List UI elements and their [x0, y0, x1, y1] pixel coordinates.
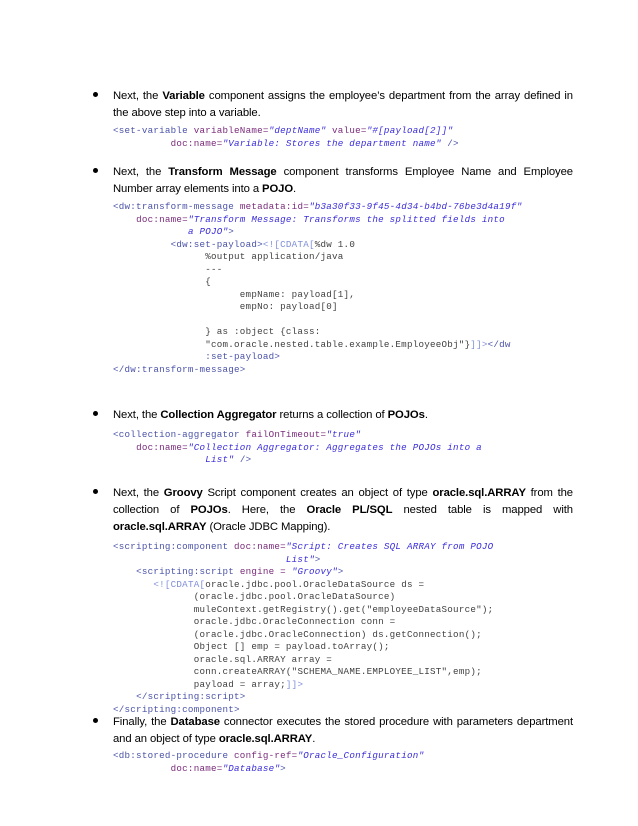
bullet-item-groovy — [93, 485, 573, 536]
paragraph: Next, the Groovy Script component creates an object of type oracle.sql.ARRAY from the collection of POJOs. Here, the Oracle PL/SQL nested table is mapped with oracle.sql.ARRAY (Oracle JDBC Mapping). — [113, 487, 573, 533]
code-block-scripting-component: <scripting:component doc:name="Script: Creates SQL ARRAY from POJO List"> <scripting:script engine = "Groovy"> <![CDATA[oracle.jdbc.pool.OracleDataSource ds = (oracle.jdbc.pool.OracleDataSource) muleContext.getRegistry().get("employeeDataSource"); oracle.jdbc.OracleConnection conn = (oracle.jdbc.OracleConnection) ds.getConnection(); Object [] emp = payload.toArray(); oracle.sql.ARRAY array = conn.createARRAY("SCHEMA_NAME.EMPLOYEE_LIST",emp); payload = array;]]> </scripting:script> </scripting:component> — [113, 541, 494, 715]
paragraph: Next, the Transform Message component transforms Employee Name and Employee Number array elements into a POJO. — [113, 166, 573, 195]
bullet-icon — [93, 489, 98, 494]
bullet-item-variable — [93, 88, 573, 122]
bullet-icon — [93, 92, 98, 97]
paragraph: Finally, the Database connector executes the stored procedure with parameters department and an object of type oracle.sql.ARRAY. — [113, 716, 573, 745]
code-block-transform-message: <dw:transform-message metadata:id="b3a30f33-9f45-4d34-b4bd-76be3d4a19f" doc:name="Transform Message: Transforms the splitted fields into a POJO"> <dw:set-payload><![CDATA[%dw 1.0 %output application/java --- { empName: payload[1], empNo: payload[0] } as :object {class: "com.oracle.nested.table.example.EmployeeObj"}]]></dw :set-payload> </dw:transform-message> — [113, 201, 523, 375]
bullet-item-collection-aggregator — [93, 407, 573, 424]
paragraph: Next, the Variable component assigns the employee’s department from the array defined in the above step into a variable. — [113, 90, 573, 119]
bullet-icon — [93, 411, 98, 416]
bullet-icon — [93, 718, 98, 723]
bullet-item-transform-message — [93, 164, 573, 198]
code-block-set-variable: <set-variable variableName="deptName" value="#[payload[2]]" doc:name="Variable: Stores the department name" /> — [113, 125, 459, 149]
bullet-icon — [93, 168, 98, 173]
code-block-collection-aggregator: <collection-aggregator failOnTimeout="true" doc:name="Collection Aggregator: Aggregates the POJOs into a List" /> — [113, 429, 482, 465]
paragraph: Next, the Collection Aggregator returns a collection of POJOs. — [113, 409, 428, 421]
code-block-stored-procedure: <db:stored-procedure config-ref="Oracle_Configuration" doc:name="Database"> — [113, 750, 425, 774]
bullet-item-database — [93, 714, 573, 748]
